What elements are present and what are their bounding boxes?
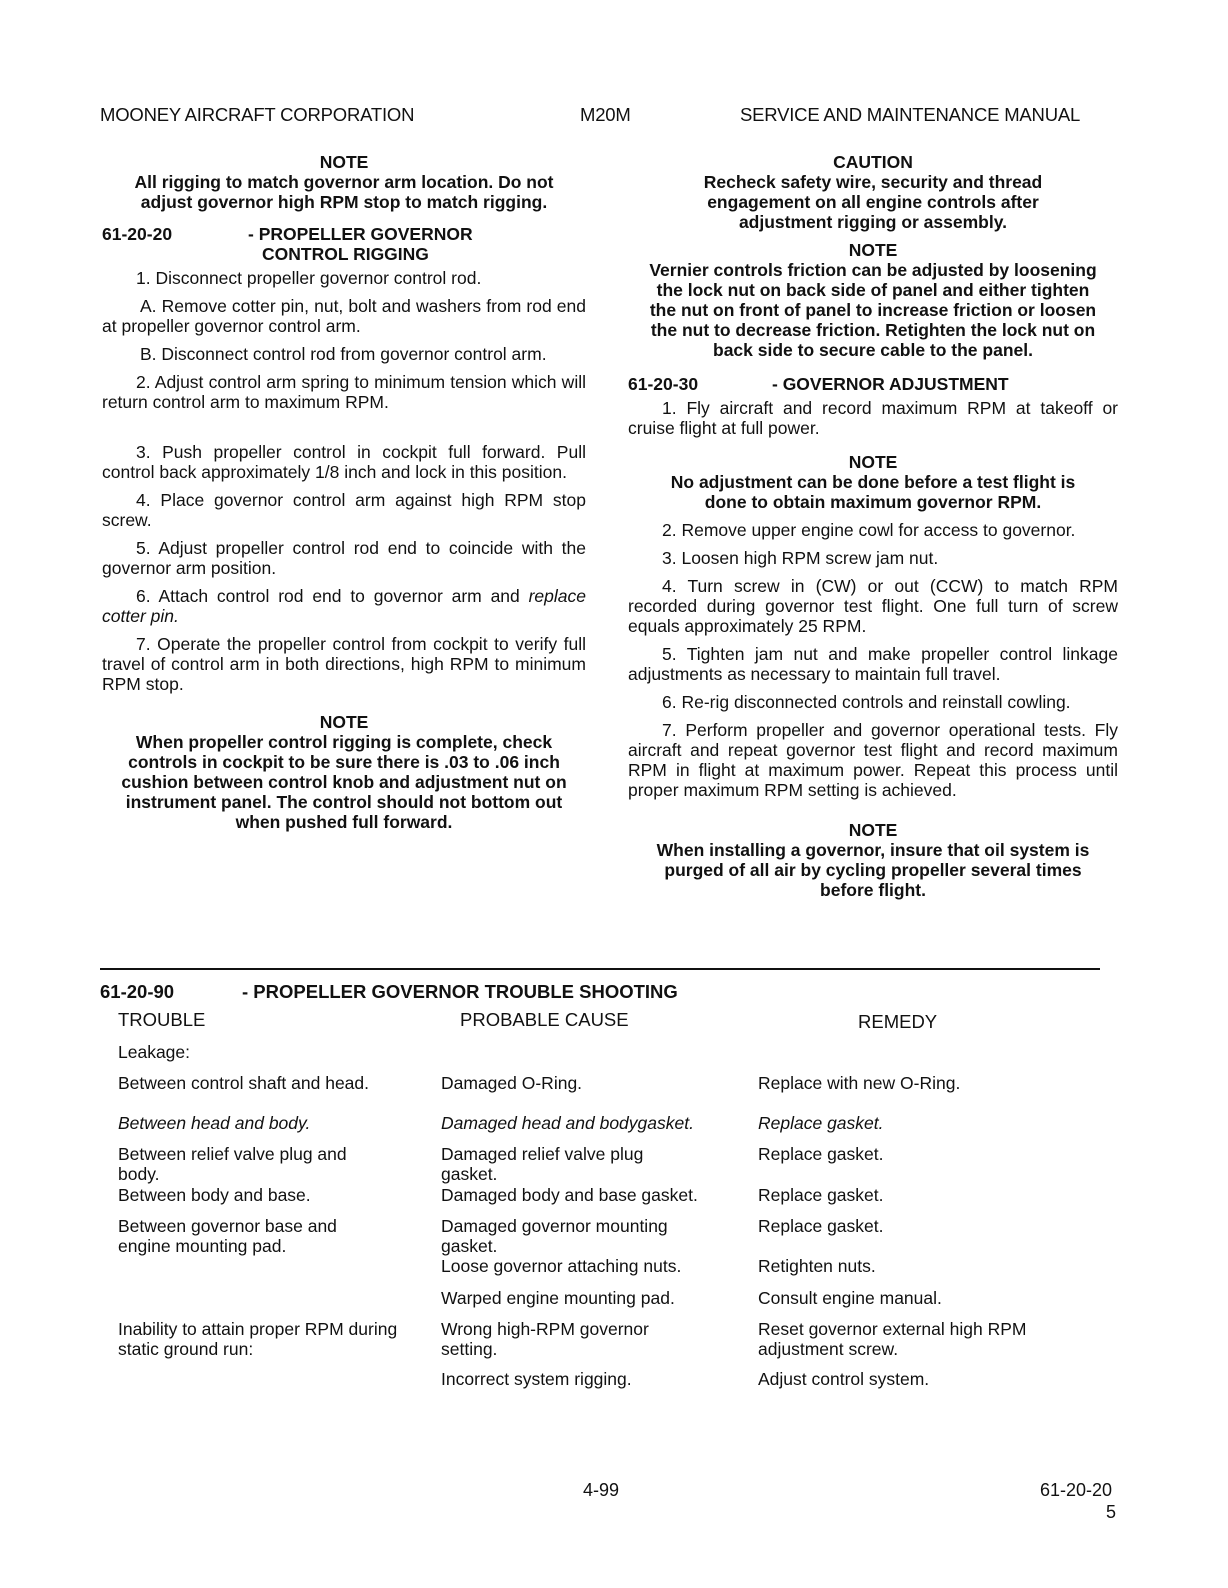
section-number: 61-20-90 <box>100 981 175 1002</box>
footer-revision: 5 <box>1106 1502 1117 1522</box>
step-4: 4. Place governor control arm against high RPM stop screw. <box>102 490 586 530</box>
note-title: NOTE <box>319 712 369 732</box>
note-title: NOTE <box>319 152 369 172</box>
header-model: M20M <box>580 104 631 125</box>
header-company: MOONEY AIRCRAFT CORPORATION <box>100 104 415 125</box>
column-header-trouble: TROUBLE <box>118 1009 206 1030</box>
step-3: 3. Push propeller control in cockpit full forward. Pull control back approximately 1/8 inch and lock in this position. <box>102 442 586 482</box>
left-column <box>102 152 586 840</box>
note-title: NOTE <box>848 820 898 840</box>
adj-step-4: 4. Turn screw in (CW) or out (CCW) to match RPM recorded during governor test flight. One full turn of screw equals approximately 25 RPM. <box>628 576 1118 636</box>
note-text: All rigging to match governor arm location. Do not adjust governor high RPM stop to match rigging. <box>134 172 554 212</box>
table-cell-remedy: Reset governor external high RPM adjustment screw. <box>758 1319 1027 1359</box>
header-manual-title: SERVICE AND MAINTENANCE MANUAL <box>740 104 1081 125</box>
group-leakage: Leakage: <box>118 1042 191 1062</box>
note-title: NOTE <box>848 452 898 472</box>
table-cell-trouble: Between head and body. <box>118 1113 311 1133</box>
step-6: 6. Attach control rod end to governor arm and replace cotter pin. <box>102 586 586 626</box>
caution-title: CAUTION <box>833 152 913 172</box>
table-cell-trouble: Between body and base. <box>118 1185 311 1205</box>
column-header-cause: PROBABLE CAUSE <box>460 1009 629 1030</box>
table-cell-trouble: Between relief valve plug and body. <box>118 1144 347 1184</box>
table-cell-cause: Damaged governor mounting gasket. <box>441 1216 668 1256</box>
table-cell-remedy: Replace gasket. <box>758 1216 884 1236</box>
step-7: 7. Operate the propeller control from cockpit to verify full travel of control arm in both directions, high RPM to minimum RPM stop. <box>102 634 586 694</box>
caution-safety-wire <box>628 152 1118 232</box>
note-text: Vernier controls friction can be adjusted by loosening the lock nut on back side of panel and either tighten the nut on front of panel to increase friction or loosen the nut to decrease friction. Retighten the lock nut on back side to secure cable to the panel. <box>649 260 1097 360</box>
note-text: No adjustment can be done before a test flight is done to obtain maximum governor RPM. <box>670 472 1076 512</box>
note-text: When propeller control rigging is complete, check controls in cockpit to be sure there is .03 to .06 inch cushion between control knob and adjustment nut on instrument panel. The control should not bottom out when pushed full forward. <box>121 732 567 832</box>
right-column <box>628 152 1118 908</box>
adj-step-2: 2. Remove upper engine cowl for access to governor. <box>662 520 1076 540</box>
section-title: - PROPELLER GOVERNOR CONTROL RIGGING <box>248 224 473 264</box>
table-cell-trouble: Between control shaft and head. <box>118 1073 370 1093</box>
table-cell-cause: Wrong high-RPM governor setting. <box>441 1319 649 1359</box>
table-cell-remedy: Replace gasket. <box>758 1144 884 1164</box>
table-cell-remedy: Adjust control system. <box>758 1369 930 1389</box>
footer-doc-ref: 61-20-20 <box>1040 1480 1113 1500</box>
note-rigging-location <box>102 152 586 212</box>
section-divider <box>100 968 1100 970</box>
table-cell-cause: Incorrect system rigging. <box>441 1369 632 1389</box>
table-cell-cause: Damaged relief valve plug gasket. <box>441 1144 644 1184</box>
note-oil-purge <box>628 820 1118 900</box>
table-cell-remedy: Replace gasket. <box>758 1185 884 1205</box>
table-cell-remedy: Consult engine manual. <box>758 1288 942 1308</box>
note-title: NOTE <box>848 240 898 260</box>
table-cell-trouble: Between governor base and engine mounting pad. <box>118 1216 337 1256</box>
step-1: 1. Disconnect propeller governor control rod. <box>136 268 482 288</box>
table-cell-cause: Warped engine mounting pad. <box>441 1288 675 1308</box>
table-cell-remedy: Retighten nuts. <box>758 1256 876 1276</box>
table-cell-cause: Damaged head and bodygasket. <box>441 1113 694 1133</box>
table-cell-remedy: Replace gasket. <box>758 1113 884 1133</box>
note-cushion <box>102 712 586 832</box>
adj-step-5: 5. Tighten jam nut and make propeller control linkage adjustments as necessary to maintain full travel. <box>628 644 1118 684</box>
page-number: 4-99 <box>583 1480 620 1500</box>
section-title: - GOVERNOR ADJUSTMENT <box>772 374 1009 394</box>
step-1b: B. Disconnect control rod from governor control arm. <box>140 344 547 364</box>
adj-step-3: 3. Loosen high RPM screw jam nut. <box>662 548 939 568</box>
adj-step-6: 6. Re-rig disconnected controls and reinstall cowling. <box>662 692 1071 712</box>
caution-text: Recheck safety wire, security and thread engagement on all engine controls after adjustment rigging or assembly. <box>703 172 1043 232</box>
section-number: 61-20-30 <box>628 374 699 394</box>
adj-step-7: 7. Perform propeller and governor operational tests. Fly aircraft and repeat governor test flight and record maximum RPM in flight at maximum power. Repeat this process until proper maximum RPM setting is achieved. <box>628 720 1118 800</box>
table-cell-cause: Damaged body and base gasket. <box>441 1185 698 1205</box>
table-cell-trouble: Inability to attain proper RPM during static ground run: <box>118 1319 398 1359</box>
step-1a: A. Remove cotter pin, nut, bolt and washers from rod end at propeller governor control arm. <box>102 296 586 336</box>
section-number: 61-20-20 <box>102 224 173 244</box>
note-vernier-friction <box>628 240 1118 360</box>
table-cell-cause: Loose governor attaching nuts. <box>441 1256 682 1276</box>
step-2: 2. Adjust control arm spring to minimum tension which will return control arm to maximum RPM. <box>102 372 586 412</box>
table-cell-remedy: Replace with new O-Ring. <box>758 1073 961 1093</box>
troubleshooting-heading <box>100 981 678 1003</box>
step-5: 5. Adjust propeller control rod end to coincide with the governor arm position. <box>102 538 586 578</box>
adj-step-1: 1. Fly aircraft and record maximum RPM at takeoff or cruise flight at full power. <box>628 398 1118 438</box>
note-text: When installing a governor, insure that oil system is purged of all air by cycling propeller several times before flight. <box>656 840 1090 900</box>
column-header-remedy: REMEDY <box>858 1011 938 1032</box>
section-heading-61-20-20 <box>102 224 586 264</box>
section-title: - PROPELLER GOVERNOR TROUBLE SHOOTING <box>242 981 678 1002</box>
section-heading-61-20-30 <box>628 374 1118 394</box>
table-cell-cause: Damaged O-Ring. <box>441 1073 583 1093</box>
note-test-flight <box>628 452 1118 512</box>
